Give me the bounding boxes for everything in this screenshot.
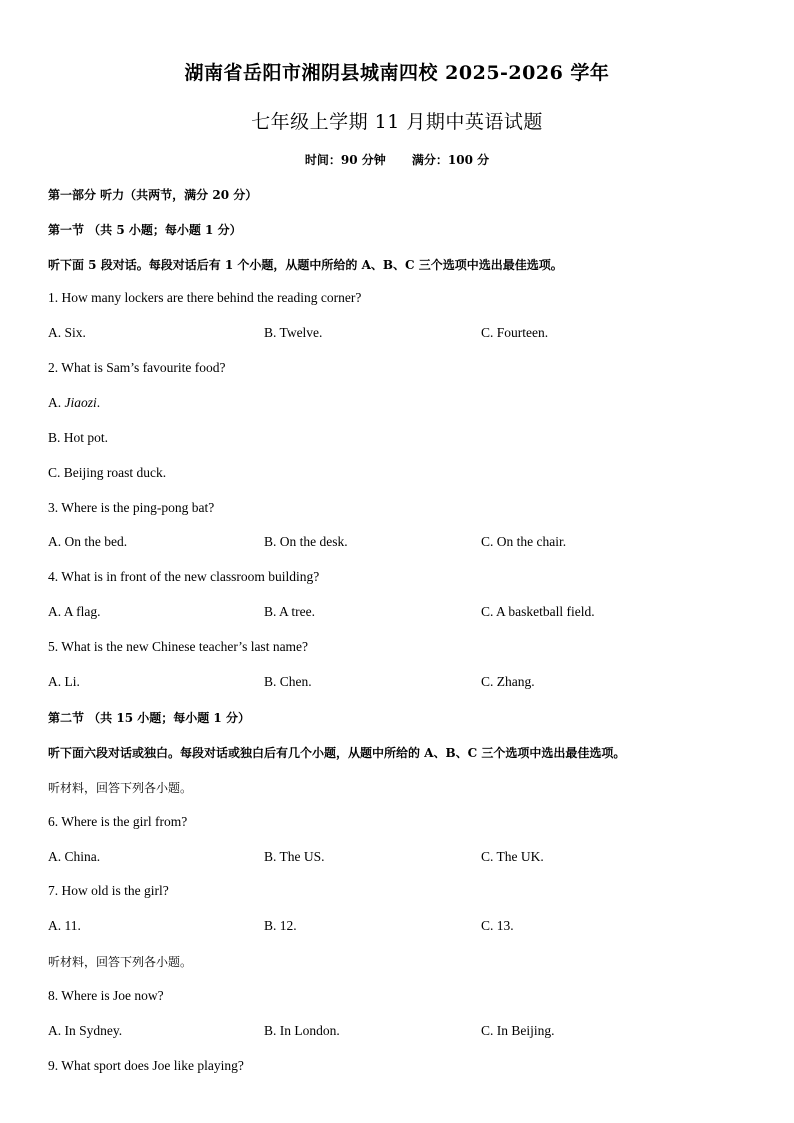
q2-option-a-label: A.: [48, 395, 65, 410]
q5-option-a: A. Li.: [48, 674, 80, 689]
exam-title-line2: 七年级上学期 11 月期中英语试题: [251, 111, 543, 133]
q6-option-a: A. China.: [48, 849, 101, 864]
exam-score: 满分：100 分: [411, 153, 490, 167]
part1-heading: 第一部分 听力（共两节，满分 20 分）: [48, 188, 258, 202]
q7-option-b: B. 12.: [264, 918, 297, 933]
q1-option-a: A. Six.: [48, 325, 86, 340]
question-1: 1. How many lockers are there behind the reading corner?: [48, 290, 362, 305]
q5-option-c: C. Zhang.: [481, 674, 535, 689]
question-9: 9. What sport does Joe like playing?: [48, 1058, 244, 1073]
q7-option-c: C. 13.: [481, 918, 514, 933]
question-6: 6. Where is the girl from?: [48, 814, 188, 829]
q1-option-c: C. Fourteen.: [481, 325, 549, 340]
section1-heading: 第一节 （共 5 小题；每小题 1 分）: [48, 223, 242, 237]
section2-heading: 第二节 （共 15 小题；每小题 1 分）: [48, 711, 250, 725]
q2-option-c: C. Beijing roast duck.: [48, 465, 167, 480]
q2-option-a-italic: Jiaozi: [64, 395, 97, 410]
question-8: 8. Where is Joe now?: [48, 988, 164, 1003]
exam-meta: [0, 151, 794, 168]
q4-option-b: B. A tree.: [264, 604, 315, 619]
material-prompt-1: 听材料，回答下列各小题。: [48, 781, 193, 795]
material-prompt-2: 听材料，回答下列各小题。: [48, 955, 193, 969]
q3-option-a: A. On the bed.: [48, 534, 128, 549]
q8-option-a: A. In Sydney.: [48, 1023, 123, 1038]
q6-option-c: C. The UK.: [481, 849, 544, 864]
q4-option-c: C. A basketball field.: [481, 604, 595, 619]
section2-instruction: 听下面六段对话或独白。每段对话或独白后有几个小题，从题中所给的 A、B、C 三个选项中选出最佳选项。: [48, 746, 626, 760]
exam-title-line1: 湖南省岳阳市湘阴县城南四校 2025-2026 学年: [184, 62, 610, 84]
q3-option-c: C. On the chair.: [481, 534, 567, 549]
question-3: 3. Where is the ping-pong bat?: [48, 500, 215, 515]
q3-option-b: B. On the desk.: [264, 534, 348, 549]
q1-option-b: B. Twelve.: [264, 325, 323, 340]
q8-option-b: B. In London.: [264, 1023, 340, 1038]
exam-time: 时间：90 分钟: [304, 153, 386, 167]
question-7: 7. How old is the girl?: [48, 883, 169, 898]
q2-option-a: [48, 395, 100, 411]
q8-option-c: C. In Beijing.: [481, 1023, 555, 1038]
question-4: 4. What is in front of the new classroom building?: [48, 569, 320, 584]
question-5: 5. What is the new Chinese teacher’s last name?: [48, 639, 309, 654]
q7-option-a: A. 11.: [48, 918, 81, 933]
q6-option-b: B. The US.: [264, 849, 325, 864]
section1-instruction: 听下面 5 段对话。每段对话后有 1 个小题，从题中所给的 A、B、C 三个选项中选出最佳选项。: [48, 258, 563, 272]
q2-option-a-suffix: .: [96, 395, 101, 410]
question-2: 2. What is Sam’s favourite food?: [48, 360, 226, 375]
q4-option-a: A. A flag.: [48, 604, 101, 619]
q2-option-b: B. Hot pot.: [48, 430, 109, 445]
q5-option-b: B. Chen.: [264, 674, 312, 689]
